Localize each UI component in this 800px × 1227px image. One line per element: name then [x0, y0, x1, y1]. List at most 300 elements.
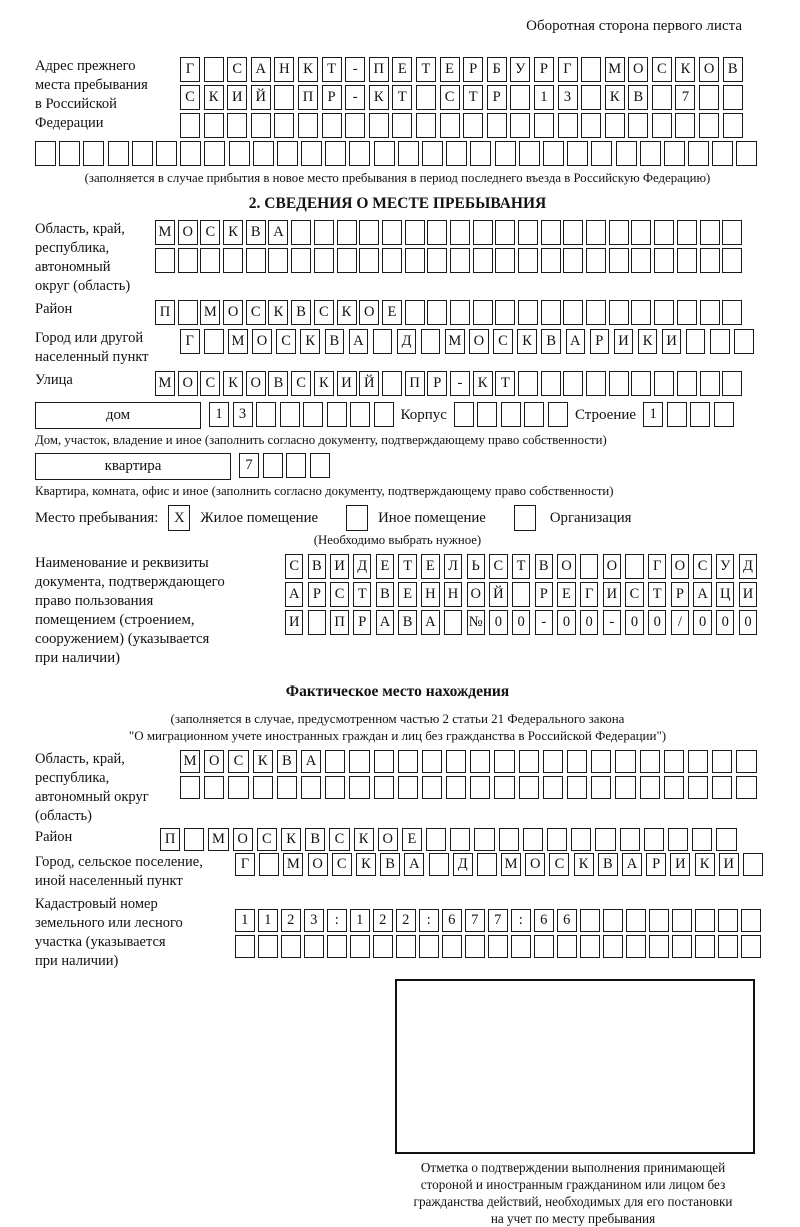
char-cell[interactable]: О: [378, 828, 398, 851]
char-cell[interactable]: [416, 113, 436, 138]
char-cell[interactable]: Е: [382, 300, 402, 325]
char-cell[interactable]: [581, 57, 601, 82]
char-cell[interactable]: [374, 141, 395, 166]
char-cell[interactable]: С: [228, 750, 248, 773]
char-cell[interactable]: К: [574, 853, 594, 876]
char-cell[interactable]: С: [285, 554, 303, 579]
char-cell[interactable]: [256, 402, 276, 427]
char-cell[interactable]: [631, 300, 651, 325]
char-cell[interactable]: В: [380, 853, 400, 876]
char-cell[interactable]: Е: [376, 554, 394, 579]
char-cell[interactable]: Р: [535, 582, 553, 607]
char-cell[interactable]: [359, 248, 379, 273]
char-cell[interactable]: [298, 113, 318, 138]
char-cell[interactable]: К: [337, 300, 357, 325]
char-cell[interactable]: [83, 141, 104, 166]
prev-address-row-3[interactable]: [180, 113, 743, 138]
char-cell[interactable]: О: [557, 554, 575, 579]
char-cell[interactable]: [350, 402, 370, 427]
char-cell[interactable]: [59, 141, 80, 166]
char-cell[interactable]: -: [345, 85, 365, 110]
char-cell[interactable]: [541, 248, 561, 273]
char-cell[interactable]: [677, 371, 697, 396]
char-cell[interactable]: -: [603, 610, 621, 635]
char-cell[interactable]: С: [180, 85, 200, 110]
char-cell[interactable]: [722, 220, 742, 245]
char-cell[interactable]: [541, 220, 561, 245]
char-cell[interactable]: [405, 220, 425, 245]
char-cell[interactable]: [314, 248, 334, 273]
char-cell[interactable]: [567, 750, 587, 773]
char-cell[interactable]: [512, 582, 530, 607]
apartment-row[interactable]: [239, 453, 330, 478]
char-cell[interactable]: Р: [463, 57, 483, 82]
char-cell[interactable]: Т: [463, 85, 483, 110]
char-cell[interactable]: К: [281, 828, 301, 851]
char-cell[interactable]: Г: [180, 329, 200, 354]
char-cell[interactable]: [405, 248, 425, 273]
char-cell[interactable]: [654, 371, 674, 396]
char-cell[interactable]: [518, 220, 538, 245]
char-cell[interactable]: М: [200, 300, 220, 325]
char-cell[interactable]: Н: [444, 582, 462, 607]
char-cell[interactable]: Й: [251, 85, 271, 110]
char-cell[interactable]: [631, 371, 651, 396]
char-cell[interactable]: В: [325, 329, 345, 354]
char-cell[interactable]: С: [549, 853, 569, 876]
char-cell[interactable]: Т: [416, 57, 436, 82]
char-cell[interactable]: С: [200, 371, 220, 396]
char-cell[interactable]: 0: [489, 610, 507, 635]
char-cell[interactable]: [422, 141, 443, 166]
char-cell[interactable]: [473, 220, 493, 245]
char-cell[interactable]: :: [511, 909, 531, 932]
char-cell[interactable]: [235, 935, 255, 958]
char-cell[interactable]: 0: [716, 610, 734, 635]
char-cell[interactable]: [543, 141, 564, 166]
char-cell[interactable]: 6: [557, 909, 577, 932]
char-cell[interactable]: М: [283, 853, 303, 876]
char-cell[interactable]: [541, 300, 561, 325]
char-cell[interactable]: [586, 220, 606, 245]
char-cell[interactable]: [178, 248, 198, 273]
char-cell[interactable]: Е: [440, 57, 460, 82]
char-cell[interactable]: К: [369, 85, 389, 110]
char-cell[interactable]: 0: [648, 610, 666, 635]
char-cell[interactable]: В: [308, 554, 326, 579]
char-cell[interactable]: У: [716, 554, 734, 579]
char-cell[interactable]: [180, 776, 200, 799]
char-cell[interactable]: 1: [235, 909, 255, 932]
district-row[interactable]: [155, 300, 742, 325]
char-cell[interactable]: [495, 220, 515, 245]
char-cell[interactable]: [628, 113, 648, 138]
char-cell[interactable]: Т: [392, 85, 412, 110]
actual-city-row[interactable]: [235, 853, 763, 876]
char-cell[interactable]: [580, 909, 600, 932]
char-cell[interactable]: [280, 402, 300, 427]
char-cell[interactable]: [427, 248, 447, 273]
char-cell[interactable]: Г: [558, 57, 578, 82]
char-cell[interactable]: [473, 300, 493, 325]
char-cell[interactable]: [631, 220, 651, 245]
char-cell[interactable]: Г: [180, 57, 200, 82]
char-cell[interactable]: [723, 85, 743, 110]
char-cell[interactable]: [631, 248, 651, 273]
char-cell[interactable]: С: [493, 329, 513, 354]
char-cell[interactable]: [350, 935, 370, 958]
char-cell[interactable]: В: [268, 371, 288, 396]
char-cell[interactable]: Т: [648, 582, 666, 607]
char-cell[interactable]: О: [525, 853, 545, 876]
char-cell[interactable]: Р: [308, 582, 326, 607]
char-cell[interactable]: [734, 329, 754, 354]
char-cell[interactable]: С: [257, 828, 277, 851]
char-cell[interactable]: [558, 113, 578, 138]
char-cell[interactable]: Р: [671, 582, 689, 607]
char-cell[interactable]: [580, 554, 598, 579]
char-cell[interactable]: Ь: [467, 554, 485, 579]
char-cell[interactable]: [586, 371, 606, 396]
char-cell[interactable]: 0: [512, 610, 530, 635]
char-cell[interactable]: И: [670, 853, 690, 876]
char-cell[interactable]: [35, 141, 56, 166]
char-cell[interactable]: [625, 554, 643, 579]
char-cell[interactable]: В: [723, 57, 743, 82]
char-cell[interactable]: [405, 300, 425, 325]
char-cell[interactable]: [310, 453, 330, 478]
char-cell[interactable]: [359, 220, 379, 245]
char-cell[interactable]: 0: [625, 610, 643, 635]
char-cell[interactable]: [609, 300, 629, 325]
char-cell[interactable]: О: [603, 554, 621, 579]
char-cell[interactable]: П: [330, 610, 348, 635]
char-cell[interactable]: [421, 329, 441, 354]
char-cell[interactable]: [419, 935, 439, 958]
char-cell[interactable]: М: [605, 57, 625, 82]
char-cell[interactable]: [345, 113, 365, 138]
char-cell[interactable]: [204, 329, 224, 354]
char-cell[interactable]: И: [719, 853, 739, 876]
char-cell[interactable]: [654, 248, 674, 273]
char-cell[interactable]: [470, 141, 491, 166]
prev-address-row-1[interactable]: [180, 57, 743, 82]
checkbox-residential[interactable]: X: [168, 505, 190, 531]
char-cell[interactable]: Н: [274, 57, 294, 82]
char-cell[interactable]: А: [404, 853, 424, 876]
char-cell[interactable]: [541, 371, 561, 396]
char-cell[interactable]: [474, 828, 494, 851]
char-cell[interactable]: [700, 220, 720, 245]
char-cell[interactable]: Д: [397, 329, 417, 354]
char-cell[interactable]: [337, 248, 357, 273]
char-cell[interactable]: [291, 220, 311, 245]
char-cell[interactable]: 2: [373, 909, 393, 932]
char-cell[interactable]: М: [228, 329, 248, 354]
char-cell[interactable]: У: [510, 57, 530, 82]
char-cell[interactable]: Б: [487, 57, 507, 82]
char-cell[interactable]: [677, 220, 697, 245]
char-cell[interactable]: №: [467, 610, 485, 635]
char-cell[interactable]: [626, 909, 646, 932]
char-cell[interactable]: Д: [739, 554, 757, 579]
char-cell[interactable]: И: [614, 329, 634, 354]
char-cell[interactable]: Т: [495, 371, 515, 396]
char-cell[interactable]: [547, 828, 567, 851]
korpus-row[interactable]: [454, 402, 568, 427]
char-cell[interactable]: [422, 776, 442, 799]
char-cell[interactable]: [204, 776, 224, 799]
char-cell[interactable]: [710, 329, 730, 354]
char-cell[interactable]: [477, 402, 497, 427]
char-cell[interactable]: [615, 776, 635, 799]
char-cell[interactable]: [374, 402, 394, 427]
char-cell[interactable]: О: [178, 220, 198, 245]
char-cell[interactable]: [488, 935, 508, 958]
char-cell[interactable]: 1: [534, 85, 554, 110]
char-cell[interactable]: [444, 610, 462, 635]
char-cell[interactable]: О: [699, 57, 719, 82]
char-cell[interactable]: [692, 828, 712, 851]
char-cell[interactable]: [178, 300, 198, 325]
char-cell[interactable]: [736, 750, 756, 773]
actual-region-row-1[interactable]: [180, 750, 757, 773]
char-cell[interactable]: [615, 750, 635, 773]
char-cell[interactable]: [664, 750, 684, 773]
char-cell[interactable]: [567, 141, 588, 166]
char-cell[interactable]: [649, 935, 669, 958]
char-cell[interactable]: [688, 750, 708, 773]
char-cell[interactable]: 7: [239, 453, 259, 478]
char-cell[interactable]: [664, 141, 685, 166]
char-cell[interactable]: [422, 750, 442, 773]
char-cell[interactable]: [277, 141, 298, 166]
char-cell[interactable]: [700, 371, 720, 396]
char-cell[interactable]: [470, 750, 490, 773]
char-cell[interactable]: [699, 113, 719, 138]
char-cell[interactable]: Р: [646, 853, 666, 876]
prev-address-row-4[interactable]: [35, 141, 760, 166]
char-cell[interactable]: [511, 935, 531, 958]
char-cell[interactable]: [325, 141, 346, 166]
char-cell[interactable]: О: [204, 750, 224, 773]
char-cell[interactable]: 1: [643, 402, 663, 427]
char-cell[interactable]: -: [450, 371, 470, 396]
char-cell[interactable]: /: [671, 610, 689, 635]
char-cell[interactable]: [398, 750, 418, 773]
char-cell[interactable]: Д: [353, 554, 371, 579]
char-cell[interactable]: [518, 300, 538, 325]
char-cell[interactable]: [501, 402, 521, 427]
char-cell[interactable]: [156, 141, 177, 166]
char-cell[interactable]: 6: [534, 909, 554, 932]
char-cell[interactable]: [519, 776, 539, 799]
char-cell[interactable]: [327, 402, 347, 427]
char-cell[interactable]: В: [628, 85, 648, 110]
char-cell[interactable]: А: [268, 220, 288, 245]
char-cell[interactable]: К: [605, 85, 625, 110]
char-cell[interactable]: [155, 248, 175, 273]
char-cell[interactable]: [616, 141, 637, 166]
char-cell[interactable]: [510, 85, 530, 110]
char-cell[interactable]: 0: [739, 610, 757, 635]
char-cell[interactable]: К: [268, 300, 288, 325]
char-cell[interactable]: [518, 371, 538, 396]
char-cell[interactable]: [581, 85, 601, 110]
char-cell[interactable]: В: [376, 582, 394, 607]
char-cell[interactable]: [716, 828, 736, 851]
char-cell[interactable]: О: [469, 329, 489, 354]
char-cell[interactable]: [442, 935, 462, 958]
char-cell[interactable]: [446, 776, 466, 799]
cadastre-row-1[interactable]: [235, 909, 761, 932]
char-cell[interactable]: [649, 909, 669, 932]
char-cell[interactable]: [700, 248, 720, 273]
char-cell[interactable]: [603, 935, 623, 958]
char-cell[interactable]: О: [467, 582, 485, 607]
char-cell[interactable]: 3: [558, 85, 578, 110]
char-cell[interactable]: Ц: [716, 582, 734, 607]
char-cell[interactable]: Р: [427, 371, 447, 396]
actual-region-row-2[interactable]: [180, 776, 757, 799]
char-cell[interactable]: [567, 776, 587, 799]
char-cell[interactable]: [712, 141, 733, 166]
char-cell[interactable]: О: [359, 300, 379, 325]
char-cell[interactable]: К: [223, 371, 243, 396]
char-cell[interactable]: В: [291, 300, 311, 325]
char-cell[interactable]: В: [305, 828, 325, 851]
char-cell[interactable]: Е: [392, 57, 412, 82]
char-cell[interactable]: Й: [489, 582, 507, 607]
char-cell[interactable]: С: [625, 582, 643, 607]
char-cell[interactable]: [741, 909, 761, 932]
char-cell[interactable]: С: [489, 554, 507, 579]
char-cell[interactable]: М: [155, 220, 175, 245]
char-cell[interactable]: [640, 141, 661, 166]
char-cell[interactable]: [396, 935, 416, 958]
char-cell[interactable]: [743, 853, 763, 876]
char-cell[interactable]: [686, 329, 706, 354]
char-cell[interactable]: [398, 776, 418, 799]
char-cell[interactable]: [620, 828, 640, 851]
cadastre-row-2[interactable]: [235, 935, 761, 958]
char-cell[interactable]: Т: [512, 554, 530, 579]
char-cell[interactable]: [327, 935, 347, 958]
char-cell[interactable]: [204, 113, 224, 138]
char-cell[interactable]: [454, 402, 474, 427]
char-cell[interactable]: [524, 402, 544, 427]
char-cell[interactable]: 1: [209, 402, 229, 427]
char-cell[interactable]: [382, 371, 402, 396]
char-cell[interactable]: [427, 300, 447, 325]
char-cell[interactable]: И: [227, 85, 247, 110]
char-cell[interactable]: С: [332, 853, 352, 876]
char-cell[interactable]: 0: [580, 610, 598, 635]
char-cell[interactable]: [446, 141, 467, 166]
char-cell[interactable]: В: [535, 554, 553, 579]
char-cell[interactable]: [426, 828, 446, 851]
char-cell[interactable]: А: [421, 610, 439, 635]
char-cell[interactable]: Г: [235, 853, 255, 876]
char-cell[interactable]: [374, 750, 394, 773]
char-cell[interactable]: [465, 935, 485, 958]
char-cell[interactable]: К: [253, 750, 273, 773]
char-cell[interactable]: [463, 113, 483, 138]
char-cell[interactable]: [108, 141, 129, 166]
char-cell[interactable]: К: [204, 85, 224, 110]
char-cell[interactable]: [263, 453, 283, 478]
char-cell[interactable]: [563, 248, 583, 273]
char-cell[interactable]: К: [356, 853, 376, 876]
actual-district-row[interactable]: [160, 828, 737, 851]
char-cell[interactable]: [450, 300, 470, 325]
char-cell[interactable]: [440, 113, 460, 138]
char-cell[interactable]: 2: [281, 909, 301, 932]
char-cell[interactable]: [695, 935, 715, 958]
char-cell[interactable]: В: [246, 220, 266, 245]
char-cell[interactable]: О: [223, 300, 243, 325]
char-cell[interactable]: [563, 300, 583, 325]
char-cell[interactable]: [470, 776, 490, 799]
char-cell[interactable]: [580, 935, 600, 958]
checkbox-other-premises[interactable]: [346, 505, 368, 531]
prev-address-row-2[interactable]: [180, 85, 743, 110]
char-cell[interactable]: [450, 220, 470, 245]
char-cell[interactable]: [349, 750, 369, 773]
char-cell[interactable]: [268, 248, 288, 273]
char-cell[interactable]: Е: [402, 828, 422, 851]
char-cell[interactable]: М: [501, 853, 521, 876]
document-row-1[interactable]: [285, 554, 757, 579]
char-cell[interactable]: 6: [442, 909, 462, 932]
char-cell[interactable]: К: [223, 220, 243, 245]
char-cell[interactable]: [609, 220, 629, 245]
char-cell[interactable]: [591, 141, 612, 166]
char-cell[interactable]: 1: [350, 909, 370, 932]
char-cell[interactable]: [450, 248, 470, 273]
char-cell[interactable]: [281, 935, 301, 958]
char-cell[interactable]: И: [662, 329, 682, 354]
char-cell[interactable]: [581, 113, 601, 138]
char-cell[interactable]: [652, 85, 672, 110]
char-cell[interactable]: Е: [398, 582, 416, 607]
char-cell[interactable]: [246, 248, 266, 273]
char-cell[interactable]: [277, 776, 297, 799]
stroenie-row[interactable]: [643, 402, 734, 427]
char-cell[interactable]: Й: [359, 371, 379, 396]
char-cell[interactable]: [223, 248, 243, 273]
char-cell[interactable]: [473, 248, 493, 273]
char-cell[interactable]: [700, 300, 720, 325]
char-cell[interactable]: А: [566, 329, 586, 354]
char-cell[interactable]: И: [337, 371, 357, 396]
char-cell[interactable]: [132, 141, 153, 166]
char-cell[interactable]: П: [369, 57, 389, 82]
region-row-2[interactable]: [155, 248, 742, 273]
char-cell[interactable]: Р: [322, 85, 342, 110]
char-cell[interactable]: [677, 300, 697, 325]
char-cell[interactable]: [349, 141, 370, 166]
char-cell[interactable]: [548, 402, 568, 427]
char-cell[interactable]: К: [675, 57, 695, 82]
char-cell[interactable]: В: [598, 853, 618, 876]
char-cell[interactable]: [495, 141, 516, 166]
char-cell[interactable]: [291, 248, 311, 273]
char-cell[interactable]: К: [695, 853, 715, 876]
char-cell[interactable]: [605, 113, 625, 138]
char-cell[interactable]: [253, 141, 274, 166]
char-cell[interactable]: [571, 828, 591, 851]
